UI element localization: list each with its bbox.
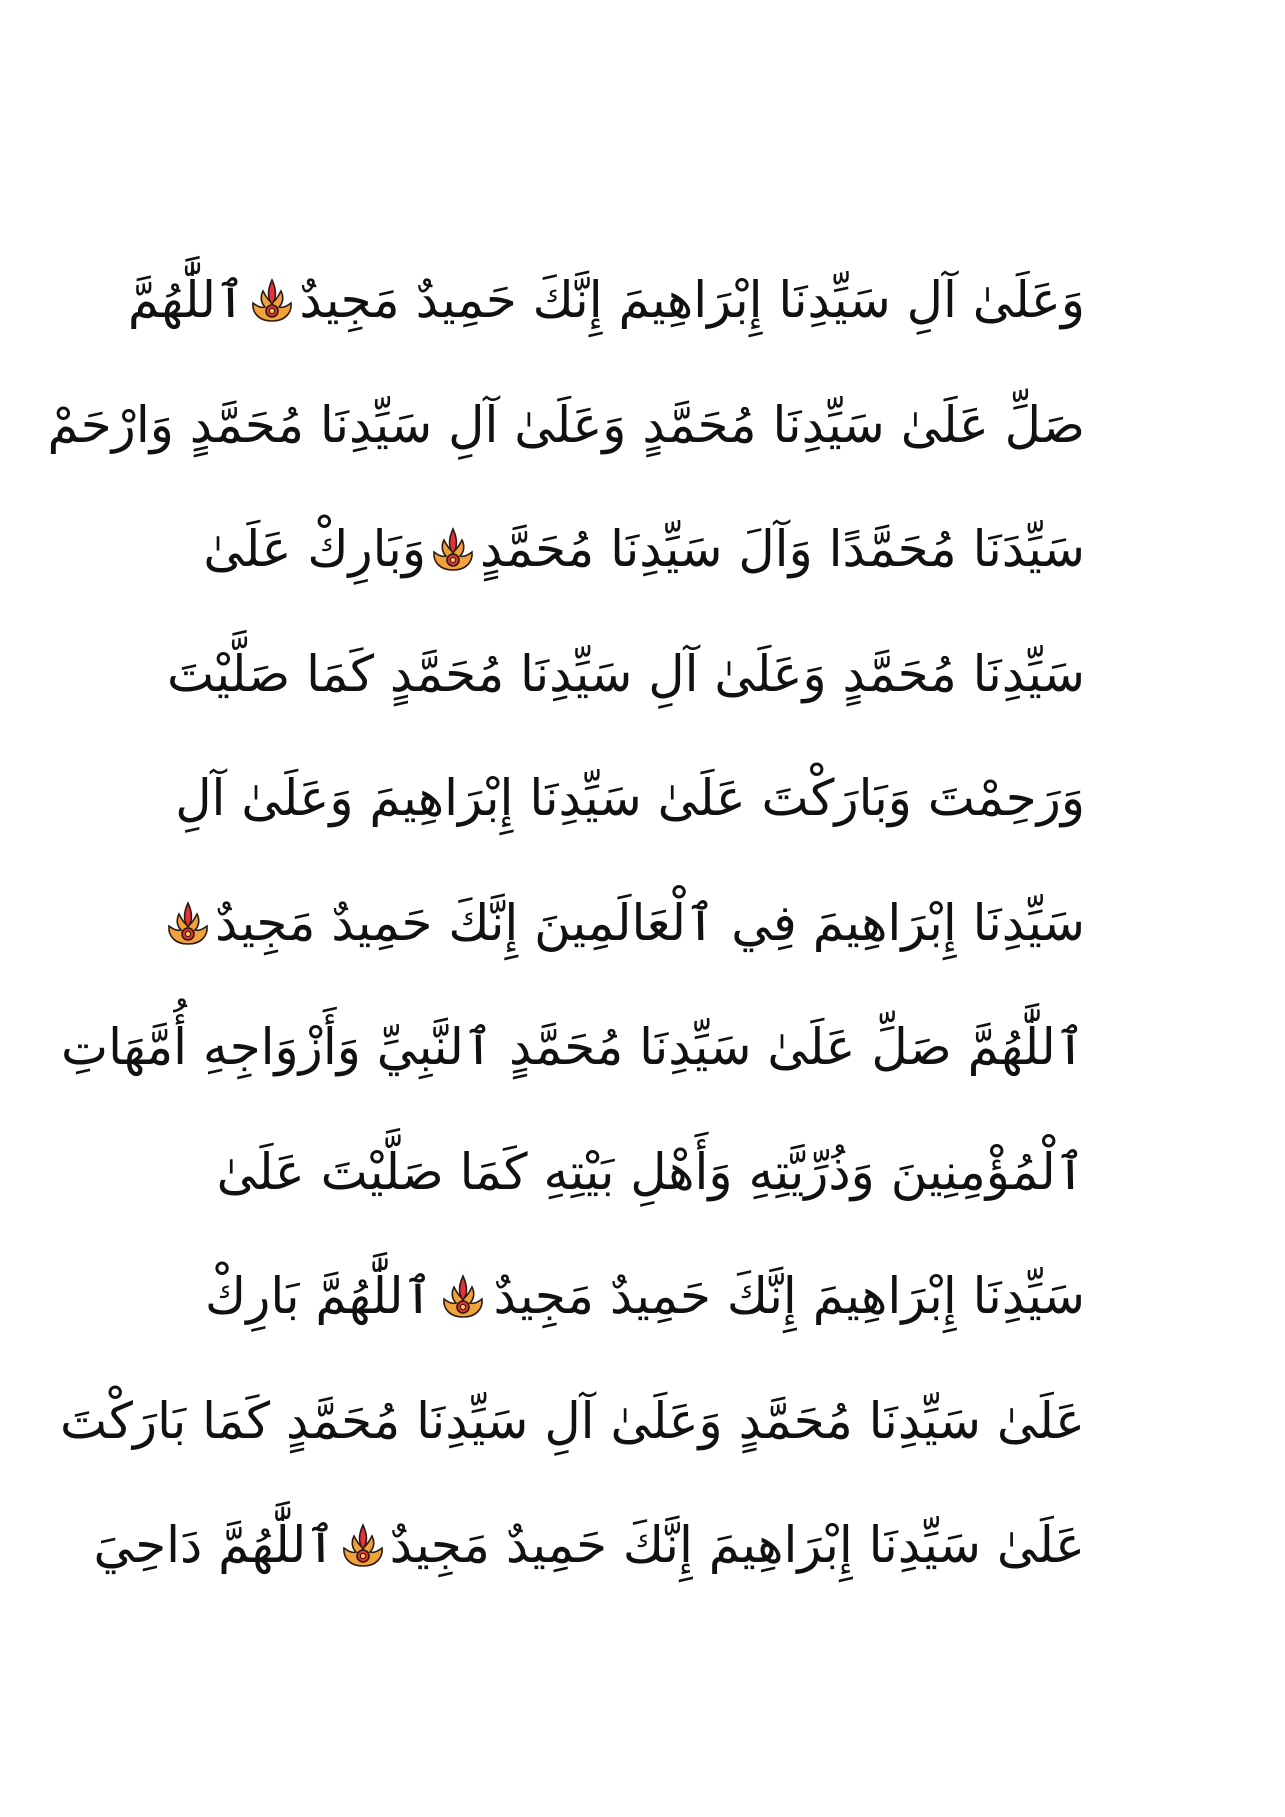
text-line — [205, 861, 1085, 986]
text-line — [167, 612, 1085, 737]
text-segment: وَعَلَىٰ آلِ سَيِّدِنَا إِبْرَاهِيمَ إِنَّكَ حَمِيدٌ مَجِيدٌ — [299, 271, 1085, 330]
flower-ornament-icon — [249, 277, 295, 323]
text-segment: ٱللَّٰهُمَّ صَلِّ عَلَىٰ سَيِّدِنَا مُحَمَّدٍ ٱلنَّبِيِّ وَأَزْوَاجِهِ أُمَّهَاتِ — [61, 1018, 1085, 1077]
text-line — [175, 736, 1085, 861]
flower-ornament-icon — [165, 900, 211, 946]
text-line — [127, 238, 1085, 363]
text-segment: عَلَىٰ سَيِّدِنَا إِبْرَاهِيمَ إِنَّكَ حَمِيدٌ مَجِيدٌ — [389, 1516, 1085, 1575]
text-segment: سَيِّدِنَا إِبْرَاهِيمَ فِي ٱلْعَالَمِينَ إِنَّكَ حَمِيدٌ مَجِيدٌ — [215, 893, 1085, 952]
flower-ornament-icon — [440, 1273, 486, 1319]
text-segment: ٱللَّٰهُمَّ بَارِكْ — [205, 1267, 433, 1326]
text-line — [61, 985, 1085, 1110]
salawat-text-block — [47, 238, 1085, 1608]
text-line — [205, 1110, 1085, 1235]
text-segment: وَبَارِكْ عَلَىٰ — [203, 520, 426, 579]
text-segment: سَيِّدِنَا مُحَمَّدٍ وَعَلَىٰ آلِ سَيِّدِنَا مُحَمَّدٍ كَمَا صَلَّيْتَ — [167, 644, 1085, 703]
text-line — [47, 363, 1085, 488]
text-line — [60, 1359, 1085, 1484]
text-segment: ٱلْمُؤْمِنِينَ وَذُرِّيَّتِهِ وَأَهْلِ بَيْتِهِ كَمَا صَلَّيْتَ عَلَىٰ — [216, 1142, 1085, 1201]
text-line — [205, 1234, 1085, 1359]
text-segment: ٱللَّٰهُمَّ دَاحِيَ — [93, 1516, 336, 1575]
text-line — [93, 1483, 1085, 1608]
flower-ornament-icon — [430, 526, 476, 572]
text-segment: سَيِّدِنَا إِبْرَاهِيمَ إِنَّكَ حَمِيدٌ مَجِيدٌ — [493, 1267, 1085, 1326]
text-segment: صَلِّ عَلَىٰ سَيِّدِنَا مُحَمَّدٍ وَعَلَىٰ آلِ سَيِّدِنَا مُحَمَّدٍ وَارْحَمْ — [47, 395, 1085, 454]
text-segment: عَلَىٰ سَيِّدِنَا مُحَمَّدٍ وَعَلَىٰ آلِ سَيِّدِنَا مُحَمَّدٍ كَمَا بَارَكْتَ — [60, 1391, 1085, 1450]
text-segment: وَرَحِمْتَ وَبَارَكْتَ عَلَىٰ سَيِّدِنَا إِبْرَاهِيمَ وَعَلَىٰ آلِ — [175, 769, 1085, 828]
flower-ornament-icon — [340, 1522, 386, 1568]
text-segment: ٱللَّٰهُمَّ — [127, 271, 246, 330]
text-line — [205, 487, 1085, 612]
text-segment: سَيِّدَنَا مُحَمَّدًا وَآلَ سَيِّدِنَا مُحَمَّدٍ — [479, 520, 1085, 579]
